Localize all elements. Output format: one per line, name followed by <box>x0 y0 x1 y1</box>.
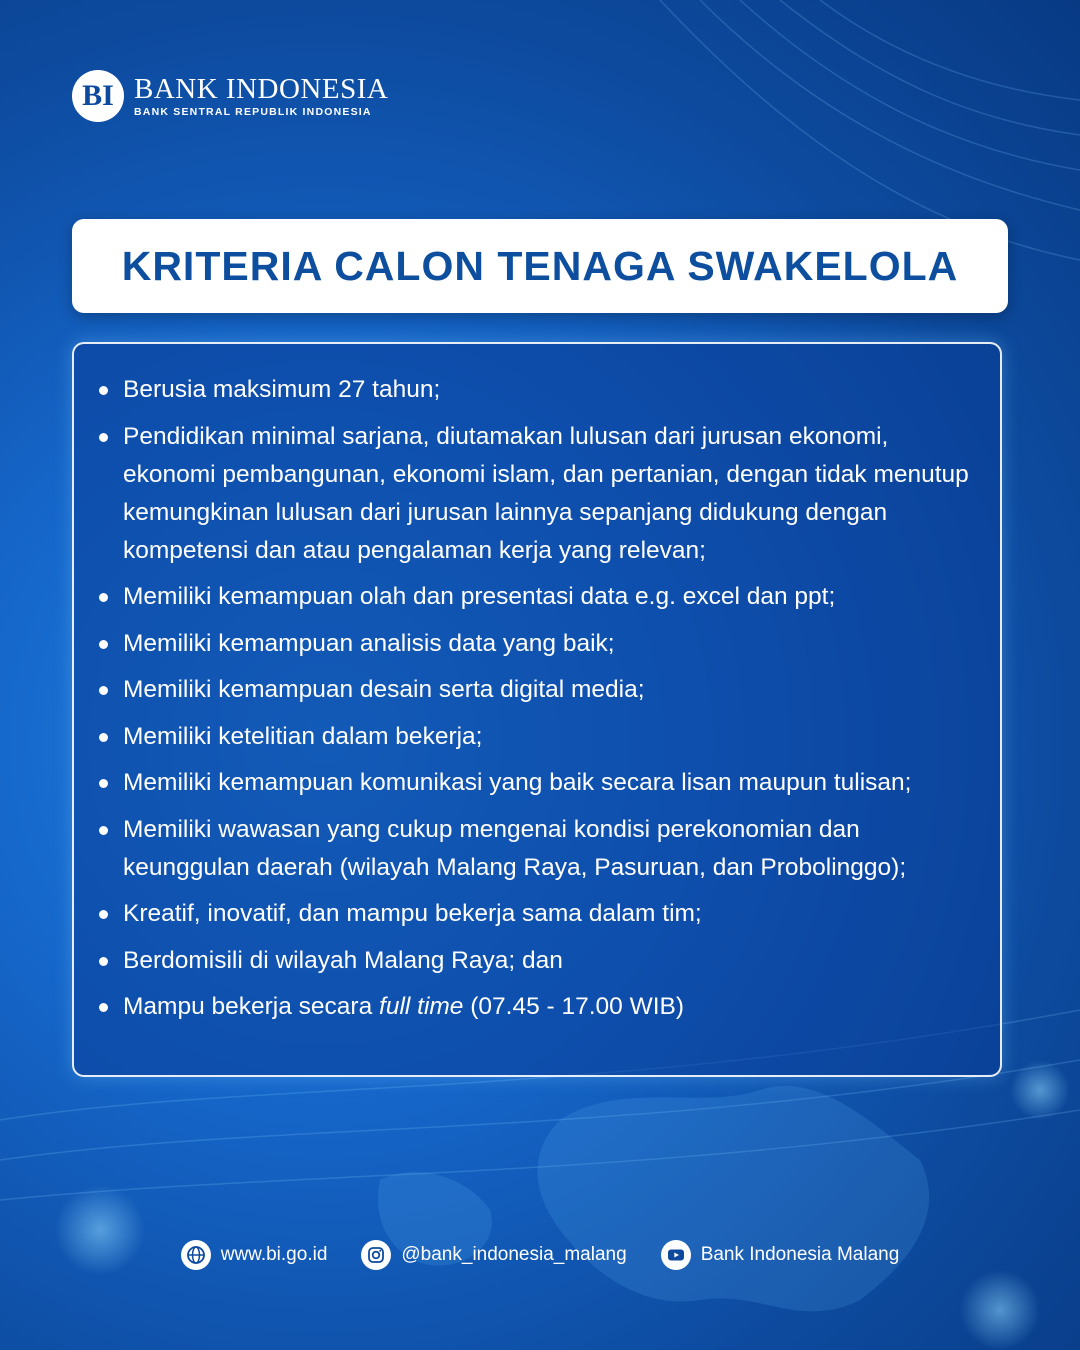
bullet-icon <box>99 1003 108 1012</box>
youtube-link[interactable] <box>661 1240 900 1270</box>
bullet-icon <box>99 733 108 742</box>
list-item: Berdomisili di wilayah Malang Raya; dan <box>99 942 980 980</box>
criteria-panel <box>72 342 1002 1077</box>
instagram-link[interactable] <box>361 1240 626 1270</box>
bi-logo-icon: BI <box>72 70 124 122</box>
website-link[interactable] <box>181 1240 328 1270</box>
list-item: Memiliki wawasan yang cukup mengenai kondisi perekonomian dan keunggulan daerah (wilayah Malang Raya, Pasuruan, dan Probolinggo); <box>99 811 980 887</box>
page-title: KRITERIA CALON TENAGA SWAKELOLA <box>121 242 959 289</box>
bullet-icon <box>99 910 108 919</box>
title-banner <box>72 219 1008 313</box>
list-item: Mampu bekerja secara full time (07.45 - 17.00 WIB) <box>99 988 980 1026</box>
criteria-list <box>74 344 1000 1026</box>
logo-subtitle: BANK SENTRAL REPUBLIK INDONESIA <box>134 106 372 118</box>
bullet-icon <box>99 386 108 395</box>
logo-name: BANK INDONESIA <box>134 73 389 105</box>
list-item: Memiliki ketelitian dalam bekerja; <box>99 718 980 756</box>
bullet-icon <box>99 779 108 788</box>
website-text: www.bi.go.id <box>220 1244 328 1265</box>
bank-indonesia-logo <box>72 70 388 122</box>
list-item: Memiliki kemampuan analisis data yang baik; <box>99 625 980 663</box>
youtube-text: Bank Indonesia Malang <box>700 1244 900 1265</box>
full-time-emphasis: full time <box>379 993 464 1020</box>
bullet-icon <box>99 686 108 695</box>
list-item: Memiliki kemampuan desain serta digital media; <box>99 671 980 709</box>
instagram-icon <box>361 1240 391 1270</box>
instagram-text: @bank_indonesia_malang <box>401 1244 627 1265</box>
bullet-icon <box>99 826 108 835</box>
globe-icon <box>181 1240 211 1270</box>
bullet-icon <box>99 957 108 966</box>
list-item: Memiliki kemampuan olah dan presentasi data e.g. excel dan ppt; <box>99 578 980 616</box>
list-item: Memiliki kemampuan komunikasi yang baik secara lisan maupun tulisan; <box>99 764 980 802</box>
list-item: Berusia maksimum 27 tahun; <box>99 371 980 409</box>
bullet-icon <box>99 640 108 649</box>
youtube-icon <box>661 1240 691 1270</box>
list-item: Kreatif, inovatif, dan mampu bekerja sama dalam tim; <box>99 895 980 933</box>
list-item: Pendidikan minimal sarjana, diutamakan lulusan dari jurusan ekonomi, ekonomi pembangunan, ekonomi islam, dan pertanian, dengan tidak menutup kemungkinan lulusan dari jurusan lainnya sepanjang didukung dengan kompetensi dan atau pengalaman kerja yang relevan; <box>99 418 980 570</box>
footer-contacts <box>0 1240 1080 1270</box>
bullet-icon <box>99 433 108 442</box>
bullet-icon <box>99 593 108 602</box>
